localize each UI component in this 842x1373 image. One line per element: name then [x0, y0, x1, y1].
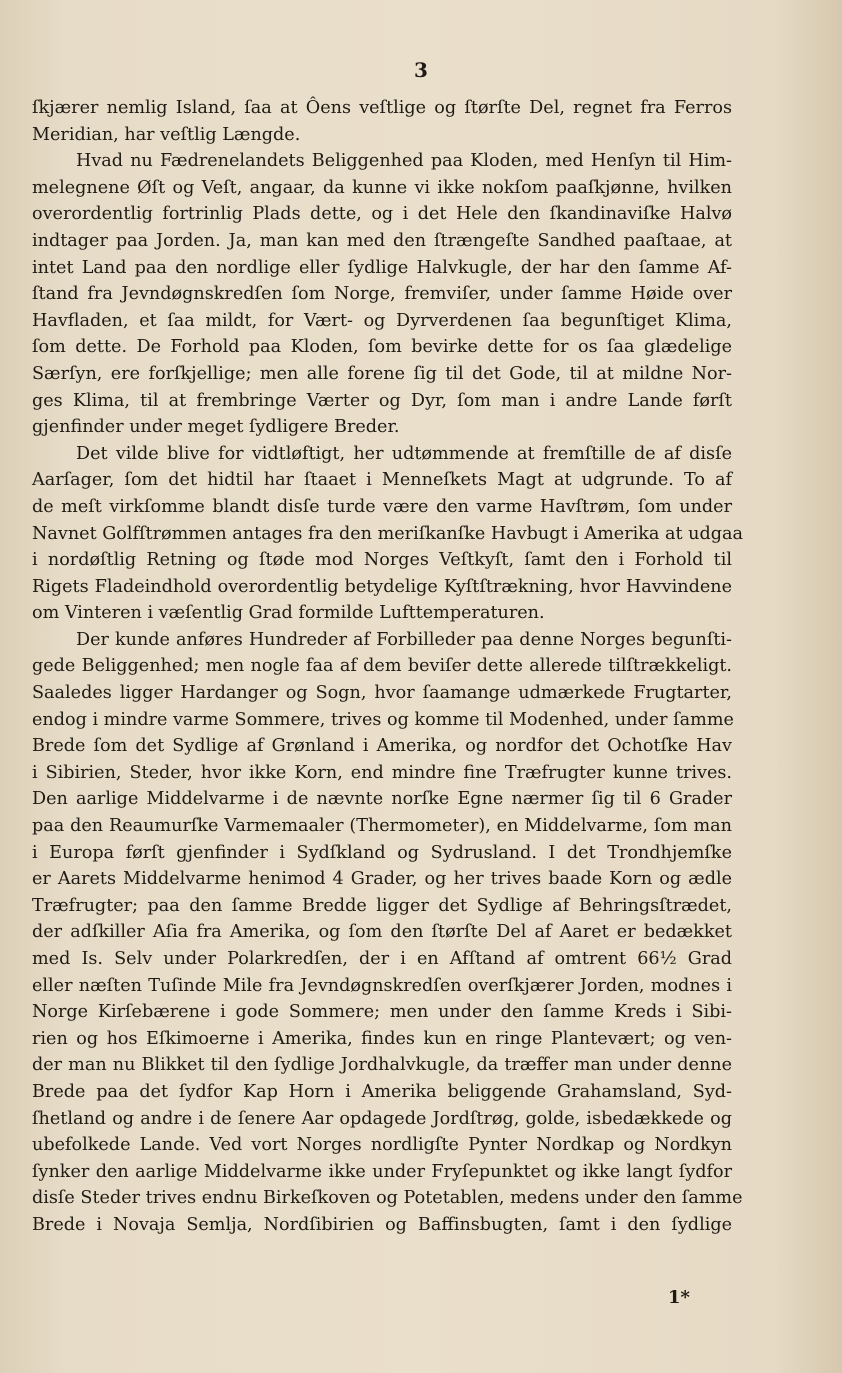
text-line: Særſyn, ere forſkjellige; men alle forene ſig til det Gode, til at mildne Nor-: [32, 363, 732, 384]
text-line: intet Land paa den nordlige eller ſydlige Halvkugle, der har den ſamme Af-: [32, 257, 732, 278]
text-line: eller næſten Tuſinde Mile fra Jevndøgnskredſen overſkjærer Jorden, modnes i: [32, 975, 732, 996]
text-line: om Vinteren i væſentlig Grad formilde Lufttemperaturen.: [32, 603, 545, 624]
text-line: ſtand fra Jevndøgnskredſen ſom Norge, fremviſer, under ſamme Høide over: [32, 284, 732, 305]
text-line: Hvad nu Fædrenelandets Beliggenhed paa Kloden, med Henſyn til Him-: [76, 151, 732, 172]
text-line: ſkjærer nemlig Island, ſaa at Ôens veſtlige og ſtørſte Del, regnet fra Ferros: [32, 98, 732, 118]
paragraph: [32, 148, 732, 441]
paragraph: [32, 627, 743, 1239]
text-line: er Aarets Middelvarme henimod 4 Grader, og her trives baade Korn og ædle: [32, 869, 732, 890]
text-line: de meſt virkſomme blandt disſe turde være den varme Havſtrøm, ſom under: [32, 496, 732, 517]
text-line: Rigets Fladeindhold overordentlig betydelige Kyſtſtrækning, hvor Havvindene: [32, 576, 732, 597]
text-line: Træfrugter; paa den ſamme Bredde ligger det Sydlige af Behringsſtrædet,: [32, 895, 732, 916]
text-line: Der kunde anføres Hundreder af Forbilleder paa denne Norges begunſti-: [76, 629, 732, 650]
text-line: overordentlig fortrinlig Plads dette, og i det Hele den ſkandinaviſke Halvø: [32, 204, 732, 225]
text-line: der man nu Blikket til den ſydlige Jordhalvkugle, da træffer man under denne: [32, 1055, 732, 1076]
text-line: Brede i Novaja Semlja, Nordſibirien og Baffinsbugten, ſamt i den ſydlige: [32, 1214, 732, 1235]
text-line: indtager paa Jorden. Ja, man kan med den ſtrængeſte Sandhed paaſtaae, at: [32, 230, 732, 251]
text-line: rien og hos Eſkimoerne i Amerika, findes kun en ringe Plantevært; og ven-: [32, 1028, 732, 1049]
text-line: med Is. Selv under Polarkredſen, der i en Afſtand af omtrent 66½ Grad: [32, 949, 732, 969]
text-line: ges Klima, til at frembringe Værter og Dyr, ſom man i andre Lande førſt: [32, 390, 732, 411]
text-line: gede Beliggenhed; men nogle faa af dem beviſer dette allerede tilſtrækkeligt.: [32, 656, 732, 677]
signature-mark: 1*: [668, 1287, 690, 1308]
text-line: Det vilde blive for vidtløftigt, her udtømmende at fremſtille de af disſe: [76, 443, 732, 464]
paragraph: [32, 95, 732, 148]
paragraph: [32, 441, 743, 627]
text-line: ſhetland og andre i de ſenere Aar opdagede Jordſtrøg, golde, isbedækkede og: [32, 1108, 732, 1129]
text-line: gjenfinder under meget ſydligere Breder.: [32, 417, 400, 438]
text-line: paa den Reaumurſke Varmemaaler (Thermometer), en Middelvarme, ſom man: [32, 816, 732, 837]
text-line: Navnet Golfſtrømmen antages fra den meriſkanſke Havbugt i Amerika at udgaa: [32, 523, 743, 544]
text-line: Havfladen, et ſaa mildt, for Vært- og Dyrverdenen ſaa begunſtiget Klima,: [32, 310, 732, 331]
text-line: endog i mindre varme Sommere, trives og komme til Modenhed, under ſamme: [32, 709, 734, 730]
text-line: Meridian, har veſtlig Længde.: [32, 124, 301, 145]
body-text: [32, 95, 743, 1239]
text-line: disſe Steder trives endnu Birkeſkoven og Potetablen, medens under den ſamme: [32, 1188, 743, 1209]
text-line: melegnene Øſt og Veſt, angaar, da kunne vi ikke nokſom paaſkjønne, hvilken: [32, 177, 732, 198]
text-line: ſom dette. De Forhold paa Kloden, ſom bevirke dette for os ſaa glædelige: [32, 337, 732, 358]
text-line: der adſkiller Aſia fra Amerika, og ſom den ſtørſte Del af Aaret er bedækket: [32, 922, 732, 943]
text-line: Den aarlige Middelvarme i de nævnte norſke Egne nærmer ſig til 6 Grader: [32, 789, 732, 810]
text-line: ubefolkede Lande. Ved vort Norges nordligſte Pynter Nordkap og Nordkyn: [32, 1135, 732, 1156]
text-line: ſynker den aarlige Middelvarme ikke under Fryſepunktet og ikke langt ſydfor: [32, 1161, 732, 1182]
text-line: i Sibirien, Steder, hvor ikke Korn, end mindre fine Træfrugter kunne trives.: [32, 762, 732, 783]
page-number: 3: [414, 58, 428, 82]
text-line: i Europa førſt gjenfinder i Sydſkland og Sydrusland. I det Trondhjemſke: [32, 842, 732, 863]
text-line: Brede paa det ſydfor Kap Horn i Amerika beliggende Grahamsland, Syd-: [32, 1081, 732, 1102]
text-line: Saaledes ligger Hardanger og Sogn, hvor ſaamange udmærkede Frugtarter,: [32, 683, 732, 704]
text-line: Brede ſom det Sydlige af Grønland i Amerika, og nordfor det Ochotſke Hav: [32, 736, 732, 757]
text-line: i nordøſtlig Retning og ſtøde mod Norges Veſtkyſt, ſamt den i Forhold til: [32, 550, 732, 571]
text-line: Aarſager, ſom det hidtil har ſtaaet i Menneſkets Magt at udgrunde. To af: [32, 470, 732, 491]
text-line: Norge Kirſebærene i gode Sommere; men under den ſamme Kreds i Sibi-: [32, 1002, 732, 1023]
